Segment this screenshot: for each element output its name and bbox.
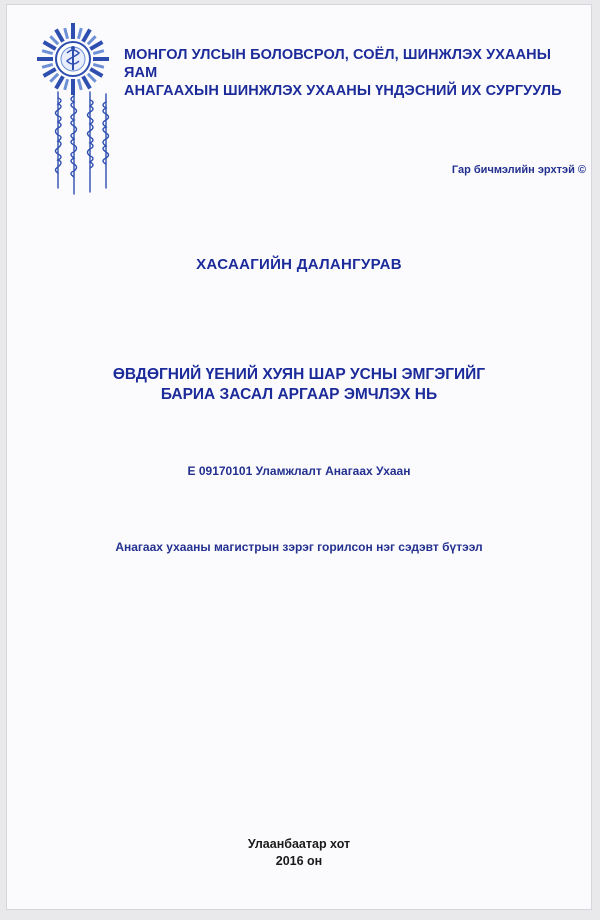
university-name: АНАГААХЫН ШИНЖЛЭХ УХААНЫ ҮНДЭСНИЙ ИХ СУРГУУЛЬ <box>124 83 562 99</box>
ministry-name: МОНГОЛ УЛСЫН БОЛОВСРОЛ, СОЁЛ, ШИНЖЛЭХ УХААНЫ ЯАМ <box>124 47 552 81</box>
degree-statement: Анагаах ухааны магистрын зэрэг горилсон нэг сэдэвт бүтээл <box>115 540 483 554</box>
author-name: ХАСААГИЙН ДАЛАНГУРАВ <box>196 256 402 273</box>
program-code: Е 09170101 Уламжлалт Анагаах Ухаан <box>187 464 411 478</box>
thesis-title-line-2: БАРИА ЗАСАЛ АРГААР ЭМЧЛЭХ НЬ <box>160 386 438 403</box>
thesis-title-line-1: ӨВДӨГНИЙ ҮЕНИЙ ХУЯН ШАР УСНЫ ЭМГЭГИЙГ <box>112 366 486 383</box>
publication-year: 2016 он <box>275 854 323 868</box>
institution-header <box>124 46 586 100</box>
thesis-title <box>6 365 592 405</box>
document-page <box>6 4 592 910</box>
publication-place-year <box>6 836 592 870</box>
mongol-script-emblem <box>50 88 116 200</box>
publication-place: Улаанбаатар хот <box>247 837 351 851</box>
copyright-note: Гар бичмэлийн эрхтэй © <box>451 164 586 176</box>
university-emblem-icon <box>36 22 110 96</box>
